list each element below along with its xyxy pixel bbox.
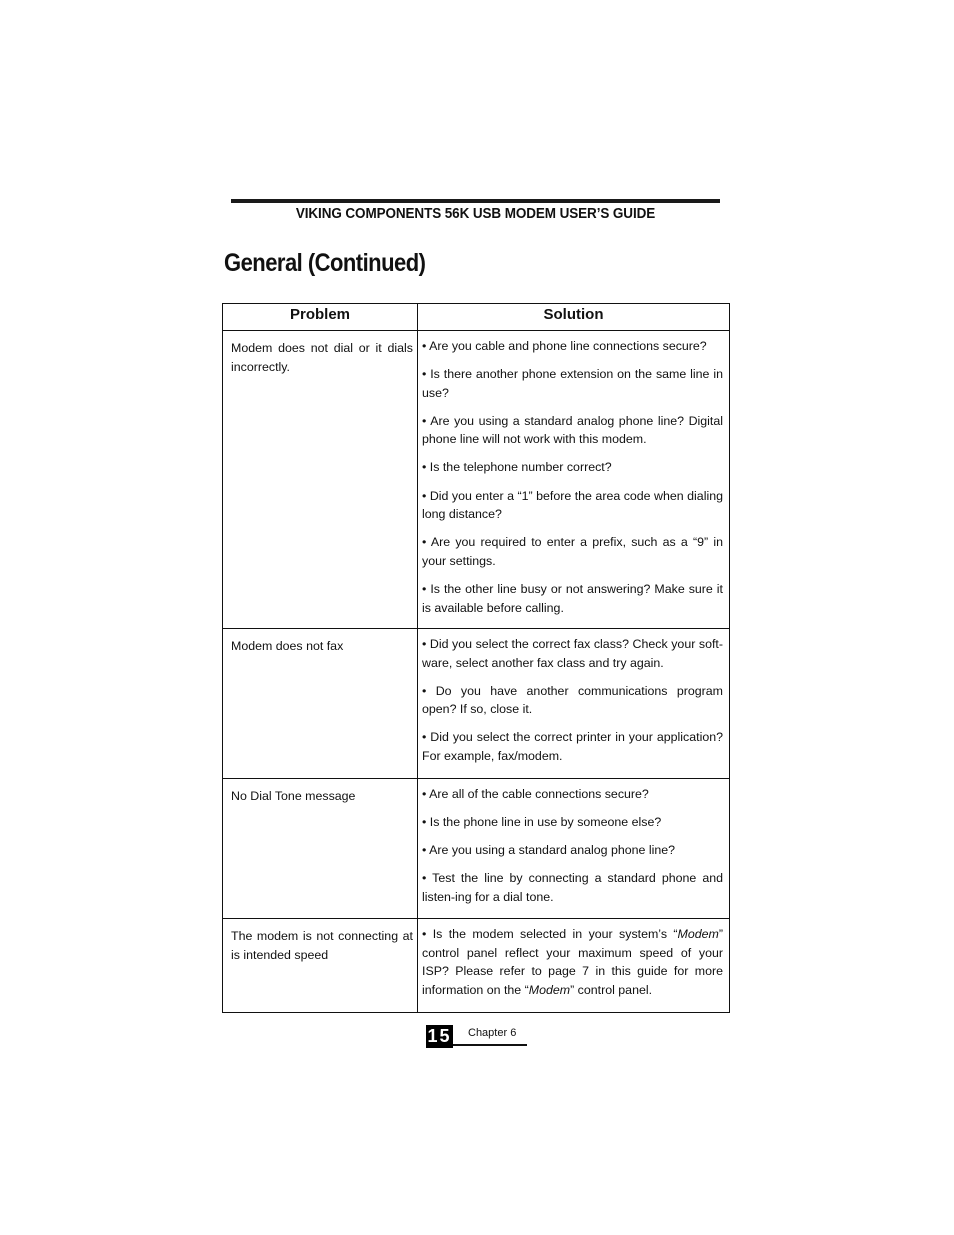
problem-cell: Modem does not dial or it dials incorrectly.	[223, 331, 418, 629]
chapter-label: Chapter 6	[468, 1027, 517, 1039]
solution-item: • Do you have another communications program open? If so, close it.	[422, 683, 723, 717]
solution-text: • Is the modem selected in your system’s “	[422, 927, 678, 941]
problem-cell: Modem does not fax	[223, 629, 418, 779]
solution-item: • Did you enter a “1” before the area code when dialing long distance?	[422, 488, 723, 522]
table-row	[223, 331, 730, 629]
chapter-rule	[453, 1044, 527, 1046]
solution-item	[422, 925, 723, 999]
solution-text: ” control panel reflect your maximum speed of your ISP? Please refer to page 7 in this guide for more information on the “	[422, 927, 723, 997]
solution-item: • Is there another phone extension on the same line in use?	[422, 367, 723, 400]
solution-item: • Did you select the correct printer in your application? For example, fax/modem.	[422, 730, 723, 763]
table-row	[223, 779, 730, 919]
table-header-row	[223, 304, 730, 331]
guide-title: VIKING COMPONENTS 56K USB MODEM USER’S GUIDE	[295, 206, 656, 222]
column-header-problem: Problem	[223, 304, 418, 331]
table-row	[223, 919, 730, 1013]
solution-item: • Is the phone line in use by someone else?	[422, 815, 662, 830]
column-header-solution: Solution	[418, 304, 730, 331]
page-number: 15	[427, 1026, 452, 1046]
table-row	[223, 629, 730, 779]
problem-cell: No Dial Tone message	[223, 779, 418, 919]
solution-item: • Test the line by connecting a standard phone and listen-ing for a dial tone.	[422, 871, 723, 904]
solution-item: • Are you using a standard analog phone line? Digital phone line will not work with this modem.	[422, 413, 723, 447]
solution-emphasis: Modem	[528, 982, 571, 997]
troubleshooting-table	[222, 303, 730, 1013]
section-heading: General (Continued)	[224, 249, 426, 277]
solution-item: • Are all of the cable connections secure?	[422, 787, 649, 801]
header-rule	[231, 199, 720, 203]
solution-item: • Did you select the correct fax class? Check your soft-ware, select another fax class and try again.	[422, 637, 723, 670]
solution-item: • Are you cable and phone line connections secure?	[422, 339, 707, 353]
problem-cell: The modem is not connecting at is intended speed	[223, 919, 418, 1013]
solution-item: • Is the telephone number correct?	[422, 460, 612, 475]
solution-item: • Is the other line busy or not answering? Make sure it is available before calling.	[422, 581, 723, 615]
solution-cell	[418, 629, 730, 779]
solution-item: • Are you required to enter a prefix, such as a “9” in your settings.	[422, 535, 723, 568]
solution-item: • Are you using a standard analog phone line?	[422, 843, 676, 858]
solution-cell	[418, 331, 730, 629]
solution-text: ” control panel.	[570, 982, 653, 997]
solution-emphasis: Modem	[677, 927, 719, 941]
solution-cell	[418, 779, 730, 919]
solution-cell	[418, 919, 730, 1013]
